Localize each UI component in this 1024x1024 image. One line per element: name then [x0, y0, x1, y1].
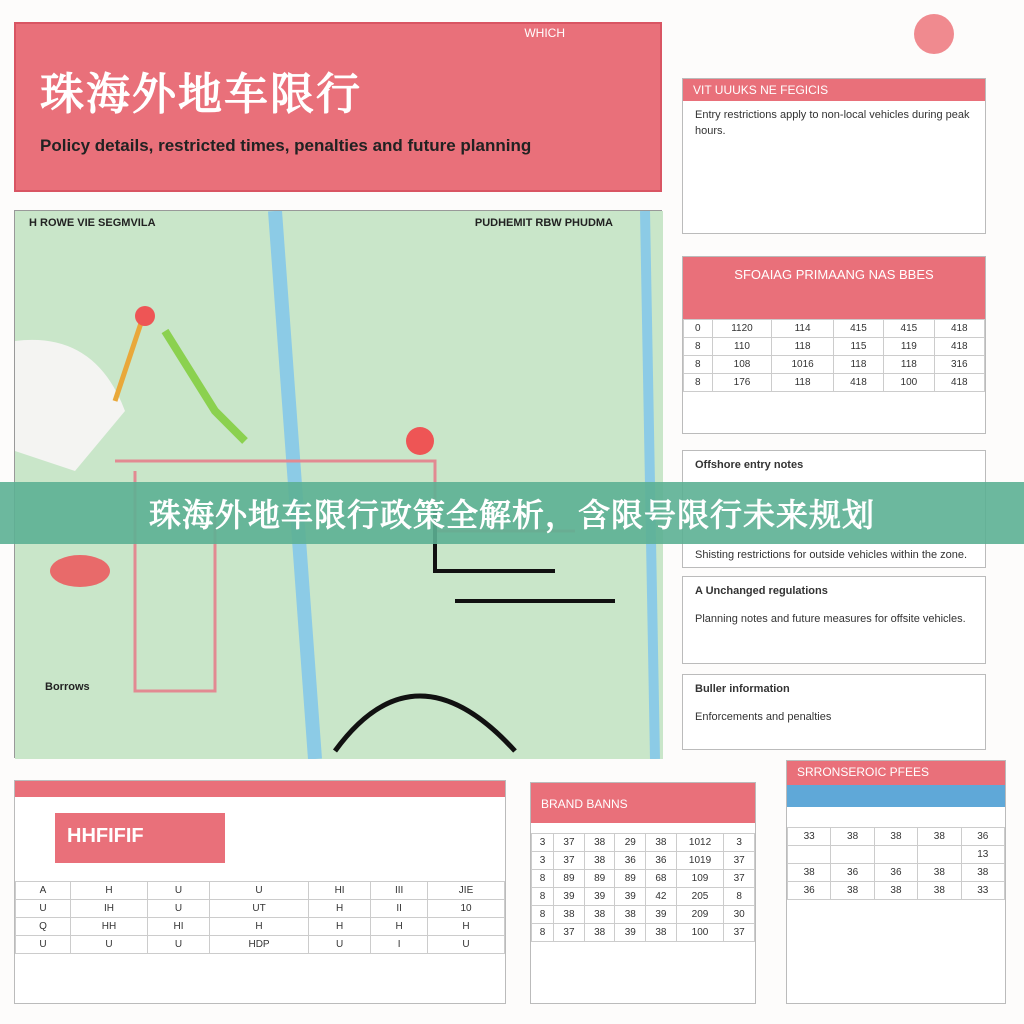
panel-heading: A Unchanged regulations [695, 585, 828, 597]
table-cell: 42 [646, 888, 677, 906]
table-row [16, 936, 505, 954]
fee-table [683, 319, 985, 392]
panel-heading: SFOAIAG PRIMAANG NAS BBES [683, 257, 985, 319]
table-row [532, 924, 755, 942]
table-cell: 8 [532, 870, 554, 888]
table-cell: 8 [532, 906, 554, 924]
table-row [684, 320, 985, 338]
table-cell: 89 [584, 870, 615, 888]
fee-table-panel [682, 256, 986, 434]
table-row [788, 828, 1005, 846]
table-cell: 39 [554, 888, 585, 906]
table-cell: 33 [961, 882, 1004, 900]
table-cell: HI [147, 918, 209, 936]
table-cell: 415 [833, 320, 883, 338]
table-cell: U [16, 900, 71, 918]
bottom-mid-panel [530, 782, 756, 1004]
table-cell: 108 [712, 356, 772, 374]
table-cell: UT [210, 900, 309, 918]
map-label-bottom: Borrows [45, 681, 90, 693]
title-banner [0, 482, 1024, 544]
table-cell: 8 [532, 924, 554, 942]
table-cell: 36 [961, 828, 1004, 846]
table-cell: 316 [934, 356, 984, 374]
table-cell: 39 [646, 906, 677, 924]
table-cell [788, 846, 831, 864]
table-row [532, 906, 755, 924]
table-cell: 0 [684, 320, 713, 338]
table-cell: 37 [554, 924, 585, 942]
table-row [16, 882, 505, 900]
table-cell: 418 [934, 338, 984, 356]
table-cell: 1012 [676, 834, 724, 852]
table-row [684, 356, 985, 374]
table-cell: IH [71, 900, 148, 918]
table-cell: U [16, 936, 71, 954]
table-cell: HH [71, 918, 148, 936]
table-cell: I [371, 936, 428, 954]
table-cell: U [147, 882, 209, 900]
table-row [788, 846, 1005, 864]
table-cell: 37 [554, 852, 585, 870]
header-subtitle: Policy details, restricted times, penalties and future planning [40, 136, 532, 155]
table-cell: 38 [646, 834, 677, 852]
table-cell: 38 [918, 828, 961, 846]
table-cell: III [371, 882, 428, 900]
panel-heading: HHFIFIF [55, 813, 225, 863]
table-cell: 118 [884, 356, 934, 374]
table-cell: U [428, 936, 505, 954]
map-label-right: PUDHEMIT RBW PHUDMA [474, 217, 613, 229]
table-cell: 205 [676, 888, 724, 906]
table-cell: 36 [646, 852, 677, 870]
table-cell: 1016 [772, 356, 833, 374]
table-cell: 176 [712, 374, 772, 392]
table-row [16, 918, 505, 936]
table-cell: 29 [615, 834, 646, 852]
table-cell: Q [16, 918, 71, 936]
info-panel-4 [682, 576, 986, 664]
banner-title: 珠海外地车限行政策全解析，含限号限行未来规划 [148, 496, 875, 534]
table-cell: 36 [874, 864, 917, 882]
table-row [788, 882, 1005, 900]
table-cell: 115 [833, 338, 883, 356]
panel-text: Enforcements and penalties [695, 711, 832, 723]
table-row [532, 870, 755, 888]
table-cell: 8 [724, 888, 755, 906]
table-cell: JIE [428, 882, 505, 900]
table-cell: U [308, 936, 370, 954]
table-cell [918, 846, 961, 864]
bottom-mid-table [531, 833, 755, 942]
table-cell: H [371, 918, 428, 936]
panel-heading: SRRONSEROIC PFEES [787, 761, 1005, 785]
table-cell: 37 [724, 852, 755, 870]
table-cell: 38 [584, 924, 615, 942]
table-cell: 89 [554, 870, 585, 888]
table-cell: 118 [772, 338, 833, 356]
table-cell: 39 [615, 924, 646, 942]
table-cell: 39 [584, 888, 615, 906]
table-cell: 418 [934, 320, 984, 338]
table-row [532, 888, 755, 906]
bottom-left-table [15, 881, 505, 954]
header-tag: WHICH [524, 26, 565, 40]
table-cell: 1120 [712, 320, 772, 338]
table-cell: 418 [833, 374, 883, 392]
table-cell: 38 [646, 924, 677, 942]
table-cell: 38 [788, 864, 831, 882]
table-cell: 38 [961, 864, 1004, 882]
table-cell: 37 [724, 924, 755, 942]
table-cell: H [71, 882, 148, 900]
table-cell: 100 [884, 374, 934, 392]
table-cell: 114 [772, 320, 833, 338]
table-cell: 38 [615, 906, 646, 924]
table-cell: 38 [874, 882, 917, 900]
table-cell: 8 [532, 888, 554, 906]
table-cell: 3 [724, 834, 755, 852]
table-cell: U [71, 936, 148, 954]
info-panel-5 [682, 674, 986, 750]
table-cell: 118 [833, 356, 883, 374]
table-cell: 38 [584, 834, 615, 852]
panel-text: Planning notes and future measures for offsite vehicles. [695, 613, 966, 625]
table-cell: 209 [676, 906, 724, 924]
table-cell: 68 [646, 870, 677, 888]
bottom-left-panel [14, 780, 506, 1004]
table-cell: 36 [615, 852, 646, 870]
table-cell: 38 [874, 828, 917, 846]
table-cell: 30 [724, 906, 755, 924]
table-cell: U [210, 882, 309, 900]
table-cell: H [308, 900, 370, 918]
panel-heading: Buller information [695, 683, 790, 695]
table-cell: 38 [554, 906, 585, 924]
table-cell: 3 [532, 852, 554, 870]
table-row [788, 864, 1005, 882]
bottom-right-panel [786, 760, 1006, 1004]
header-panel [14, 22, 662, 192]
table-cell: 13 [961, 846, 1004, 864]
table-cell [831, 846, 874, 864]
info-panel-1 [682, 78, 986, 234]
table-cell: H [308, 918, 370, 936]
table-cell: 415 [884, 320, 934, 338]
table-row [532, 834, 755, 852]
table-cell: U [147, 936, 209, 954]
table-cell: II [371, 900, 428, 918]
table-cell: 38 [918, 864, 961, 882]
table-cell: 110 [712, 338, 772, 356]
table-cell: A [16, 882, 71, 900]
table-cell: 37 [554, 834, 585, 852]
table-cell: 3 [532, 834, 554, 852]
table-cell: HDP [210, 936, 309, 954]
location-pin-icon [914, 14, 954, 54]
table-cell: 38 [584, 906, 615, 924]
table-cell: HI [308, 882, 370, 900]
panel-text: Entry restrictions apply to non-local vehicles during peak hours. [695, 109, 970, 137]
table-cell: 119 [884, 338, 934, 356]
table-cell: 1019 [676, 852, 724, 870]
table-cell: 38 [831, 828, 874, 846]
table-cell [874, 846, 917, 864]
table-cell: 109 [676, 870, 724, 888]
table-cell: H [428, 918, 505, 936]
table-cell: 38 [831, 882, 874, 900]
table-cell: 8 [684, 338, 713, 356]
panel-text: Shisting restrictions for outside vehicles within the zone. [695, 549, 968, 561]
table-cell: U [147, 900, 209, 918]
panel-heading: Offshore entry notes [695, 459, 804, 471]
table-cell: 33 [788, 828, 831, 846]
map-label-left: H ROWE VIE SEGMVILA [29, 217, 156, 229]
table-row [684, 374, 985, 392]
table-cell: H [210, 918, 309, 936]
table-row [532, 852, 755, 870]
table-cell: 38 [918, 882, 961, 900]
table-cell: 37 [724, 870, 755, 888]
table-cell: 89 [615, 870, 646, 888]
table-row [16, 900, 505, 918]
table-cell: 8 [684, 356, 713, 374]
table-cell: 100 [676, 924, 724, 942]
table-cell: 118 [772, 374, 833, 392]
table-cell: 36 [788, 882, 831, 900]
table-cell: 36 [831, 864, 874, 882]
table-cell: 38 [584, 852, 615, 870]
header-title: 珠海外地车限行 [40, 69, 362, 120]
panel-heading: VIT UUUKS NE FEGICIS [683, 79, 985, 101]
table-cell: 418 [934, 374, 984, 392]
table-cell: 10 [428, 900, 505, 918]
table-cell: 8 [684, 374, 713, 392]
panel-heading: BRAND BANNS [531, 783, 755, 823]
table-row [684, 338, 985, 356]
table-cell: 39 [615, 888, 646, 906]
bottom-right-table [787, 827, 1005, 900]
